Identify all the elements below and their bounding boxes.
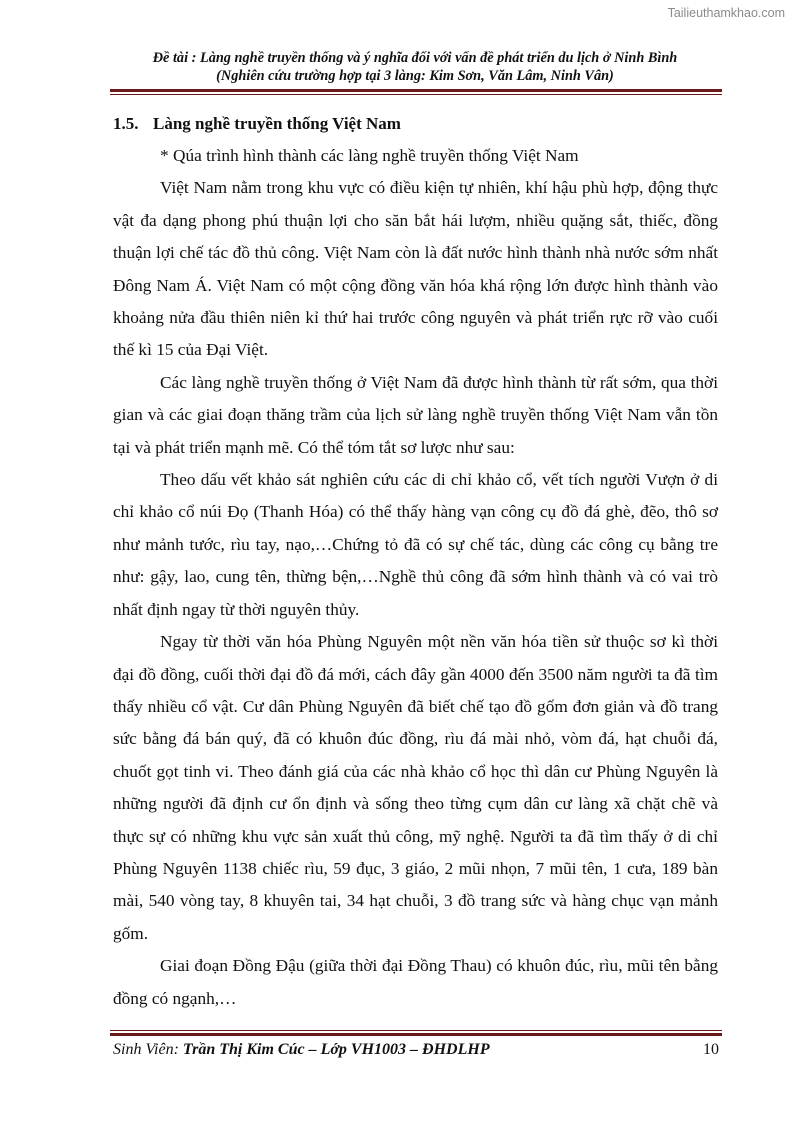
- body-text: [113, 140, 718, 1015]
- paragraph: Việt Nam nằm trong khu vực có điều kiện tự nhiên, khí hậu phù hợp, động thực vật đa dạng phong phú thuận lợi cho săn bắt hái lượm, nhiều quặng sắt, thiếc, đồng thuận lợi chế tác đồ thủ công. Việt Nam còn là đất nước hình thành nhà nước sớm nhất Đông Nam Á. Việt Nam có một cộng đồng văn hóa khá rộng lớn được hình thành vào khoảng nửa đầu thiên niên kỉ thứ hai trước công nguyên và phát triển rực rỡ vào cuối thế kì 15 của Đại Việt.: [113, 178, 718, 360]
- section-number: 1.5.: [113, 114, 139, 133]
- footer-rule-thin: [110, 1030, 722, 1031]
- footer-label: Sinh Viên:: [113, 1041, 179, 1058]
- watermark: Tailieuthamkhao.com: [667, 6, 785, 20]
- header-rule-thin: [110, 94, 722, 95]
- footer-student: Trần Thị Kim Cúc – Lớp VH1003 – ĐHDLHP: [182, 1041, 490, 1058]
- paragraph: Giai đoạn Đồng Đậu (giữa thời đại Đồng Thau) có khuôn đúc, rìu, mũi tên bằng đồng có ngạnh,…: [113, 956, 718, 1008]
- footer-author: [113, 1040, 490, 1060]
- header-rule-thick: [110, 89, 722, 92]
- header-subtitle-line: (Nghiên cứu trường hợp tại 3 làng: Kim Sơn, Văn Lâm, Ninh Vân): [216, 68, 614, 84]
- paragraph: Ngay từ thời văn hóa Phùng Nguyên một nền văn hóa tiền sử thuộc sơ kì thời đại đồ đồng, cuối thời đại đồ đá mới, cách đây gần 4000 đến 3500 năm người ta đã tìm thấy nhiều cổ vật. Cư dân Phùng Nguyên đã biết chế tạo đồ gốm đơn giản và đồ trang sức bằng đá bán quý, đã có khuôn đúc đồng, rìu đá mài nhỏ, vòm đá, hạt chuỗi đá, chuốt gọt tinh vi. Theo đánh giá của các nhà khảo cổ học thì dân cư Phùng Nguyên là những người đã định cư ổn định và sống theo từng cụm dân cư làng xã chặt chẽ và thực sự có những khu vực sản xuất thủ công, mỹ nghệ. Người ta đã tìm thấy ở di chỉ Phùng Nguyên 1138 chiếc rìu, 59 đục, 3 giáo, 2 mũi nhọn, 7 mũi tên, 1 cưa, 189 bàn mài, 540 vòng tay, 8 khuyên tai, 34 hạt chuỗi, 3 đồ trang sức và hàng chục vạn mảnh gốm.: [113, 632, 718, 943]
- footer-rule-thick: [110, 1033, 722, 1036]
- header-title-line: Đề tài : Làng nghề truyền thống và ý nghĩa đối với vấn đề phát triển du lịch ở Ninh Bình: [152, 50, 678, 66]
- page-number: 10: [703, 1041, 719, 1058]
- section-title: Làng nghề truyền thống Việt Nam: [153, 114, 401, 133]
- section-heading: [113, 113, 401, 135]
- running-header: [110, 49, 720, 85]
- paragraph: Các làng nghề truyền thống ở Việt Nam đã được hình thành từ rất sớm, qua thời gian và các giai đoạn thăng trầm của lịch sử làng nghề truyền thống Việt Nam vẫn tồn tại và phát triển mạnh mẽ. Có thể tóm tắt sơ lược như sau:: [113, 372, 718, 457]
- paragraph: Theo dấu vết khảo sát nghiên cứu các di chỉ khảo cổ, vết tích người Vượn ở di chỉ khảo cổ núi Đọ (Thanh Hóa) có thể thấy hàng vạn công cụ đồ đá ghè, đẽo, thô sơ như mảnh tước, rìu tay, nạo,…Chứng tỏ đã có sự chế tác, dùng các công cụ bằng tre như: gậy, lao, cung tên, thừng bện,…Nghề thủ công đã sớm hình thành và có vai trò nhất định ngay từ thời nguyên thủy.: [113, 470, 718, 619]
- subheading-paragraph: * Qúa trình hình thành các làng nghề truyền thống Việt Nam: [160, 146, 579, 165]
